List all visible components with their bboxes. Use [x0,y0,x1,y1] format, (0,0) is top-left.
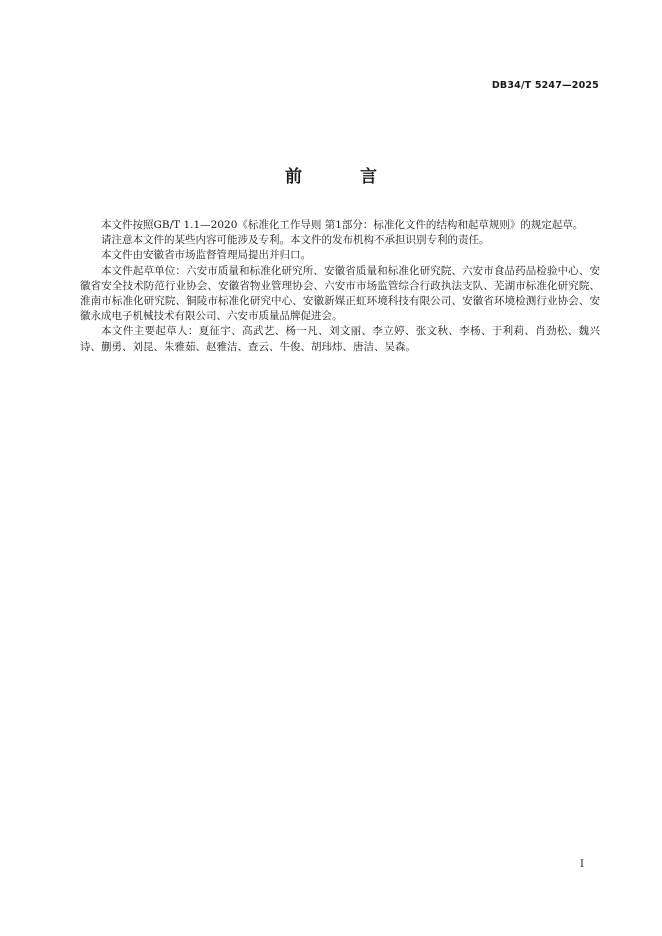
page-title: 前 言 [285,167,403,187]
paragraph-drafting-units: 本文件起草单位：六安市质量和标准化研究所、安徽省质量和标准化研究院、六安市食品药品检验中心、安徽省安全技术防范行业协会、安徽省物业管理协会、六安市市场监管综合行政执法支队、芜湖市标准化研究院、淮南市标准化研究院、铜陵市标准化研究中心、安徽新媒正虹环境科技有限公司、安徽省环境检测行业协会、安徽永成电子机械技术有限公司、六安市质量品牌促进会。 [80,264,600,323]
paragraph-drafting-basis: 本文件按照GB/T 1.1—2020《标准化工作导则 第1部分：标准化文件的结构和起草规则》的规定起草。 [101,219,584,231]
paragraph-drafters: 本文件主要起草人：夏征宇、高武艺、杨一凡、刘文丽、李立婷、张文秋、李杨、于利莉、肖劲松、魏兴诗、蒯勇、刘昆、朱雅茹、赵雅洁、查云、牛俊、胡玮炜、唐洁、吴森。 [80,325,600,353]
paragraph-patent-notice: 请注意本文件的某些内容可能涉及专利。本文件的发布机构不承担识别专利的责任。 [101,234,490,247]
foreword-body [80,218,600,355]
standard-code: DB34/T 5247—2025 [491,80,599,91]
page-number: I [580,859,584,870]
paragraph-proposer: 本文件由安徽省市场监督管理局提出并归口。 [101,249,311,262]
